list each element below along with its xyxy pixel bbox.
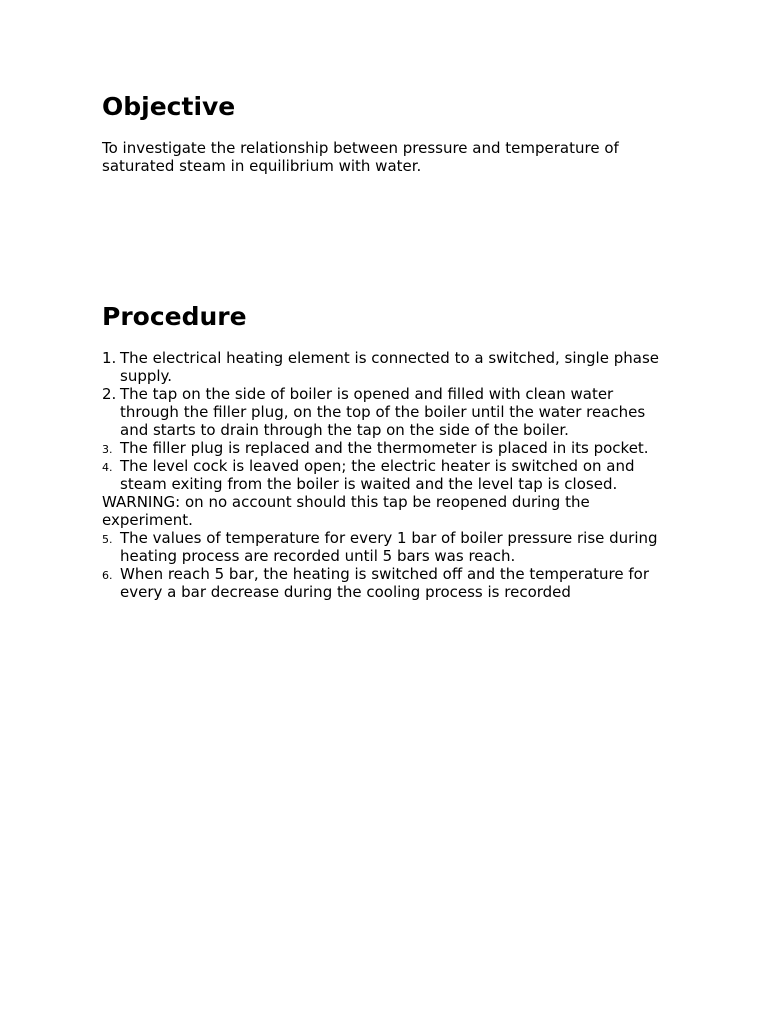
objective-heading: Objective [102,92,236,121]
step-text: The filler plug is replaced and the thermometer is placed in its pocket. [120,439,649,457]
step-number: 4. [102,461,113,474]
procedure-list [102,349,672,601]
step-text: The tap on the side of boiler is opened and filled with clean water through the filler plug, on the top of the boiler until the water reaches and starts to drain through the tap on the side of the boiler. [120,385,646,439]
objective-text: To investigate the relationship between pressure and temperature of saturated steam in equilibrium with water. [102,139,619,175]
step-text: The level cock is leaved open; the electric heater is switched on and steam exiting from the boiler is waited and the level tap is closed. [120,457,635,493]
procedure-step-2 [102,385,672,439]
procedure-step-4 [102,457,672,493]
step-number: 2. [102,385,117,403]
procedure-heading: Procedure [102,302,247,331]
procedure-step-6 [102,565,672,601]
procedure-step-3 [102,439,672,457]
warning-note: WARNING: on no account should this tap be reopened during the experiment. [102,493,590,529]
step-text: When reach 5 bar, the heating is switched off and the temperature for every a bar decrease during the cooling process is recorded [120,565,649,601]
step-number: 6. [102,569,113,582]
step-text: The electrical heating element is connected to a switched, single phase supply. [120,349,659,385]
step-number: 5. [102,533,113,546]
procedure-step-5 [102,529,672,565]
step-number: 3. [102,443,113,456]
step-text: The values of temperature for every 1 bar of boiler pressure rise during heating process are recorded until 5 bars was reach. [120,529,658,565]
procedure-step-1 [102,349,672,385]
step-number: 1. [102,349,117,367]
